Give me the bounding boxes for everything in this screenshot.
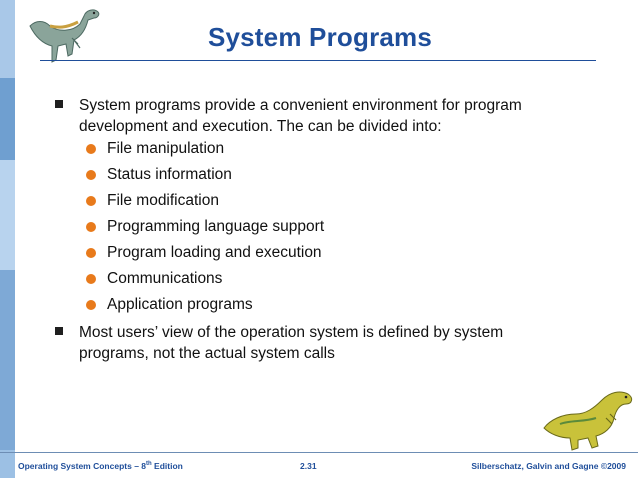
sub-bullet-item (86, 269, 324, 295)
circle-bullet-icon (86, 196, 96, 206)
sub-bullet-item (86, 217, 324, 243)
sub-bullet-item (86, 139, 324, 165)
left-decorative-bar (0, 0, 15, 478)
sub-bullet-text: File manipulation (107, 140, 225, 157)
sub-bullet-text: Status information (107, 166, 232, 183)
bar-segment (0, 78, 15, 160)
bullet-text: Most users’ view of the operation system is defined by system programs, not the actual system calls (79, 324, 504, 362)
sub-bullet-text: File modification (107, 192, 219, 209)
bullet-item (52, 95, 559, 137)
dinosaur-illustration-icon (540, 384, 638, 452)
title-divider (40, 60, 596, 61)
sub-bullet-text: Programming language support (107, 218, 325, 235)
bullet-text: System programs provide a convenient environment for program development and execution. The can be divided into: (79, 97, 522, 135)
circle-bullet-icon (86, 144, 96, 154)
bullet-item (52, 322, 559, 364)
sub-bullet-item (86, 243, 324, 269)
footer-copyright: Silberschatz, Galvin and Gagne ©2009 (471, 461, 626, 471)
footer-title-text: Operating System Concepts – 8 (18, 461, 147, 471)
circle-bullet-icon (86, 222, 96, 232)
dinosaur-logo-icon (22, 4, 104, 68)
square-bullet-icon (55, 327, 63, 335)
page-title: System Programs (207, 22, 433, 52)
circle-bullet-icon (86, 248, 96, 258)
footer-book-title (18, 461, 183, 471)
sub-bullet-list (86, 139, 324, 321)
sub-bullet-item (86, 295, 324, 321)
footer-edition-text: Edition (151, 461, 183, 471)
footer-divider (0, 452, 638, 453)
circle-bullet-icon (86, 274, 96, 284)
sub-bullet-item (86, 191, 324, 217)
bar-segment (0, 270, 15, 450)
bar-segment (0, 450, 15, 478)
circle-bullet-icon (86, 170, 96, 180)
footer-superscript: th (146, 461, 152, 468)
page-number: 2.31 (300, 461, 317, 471)
sub-bullet-item (86, 165, 324, 191)
circle-bullet-icon (86, 300, 96, 310)
bar-segment (0, 160, 15, 270)
sub-bullet-text: Program loading and execution (107, 244, 322, 261)
sub-bullet-text: Communications (107, 270, 223, 287)
bar-segment (0, 0, 15, 78)
square-bullet-icon (55, 100, 63, 108)
sub-bullet-text: Application programs (107, 296, 253, 313)
